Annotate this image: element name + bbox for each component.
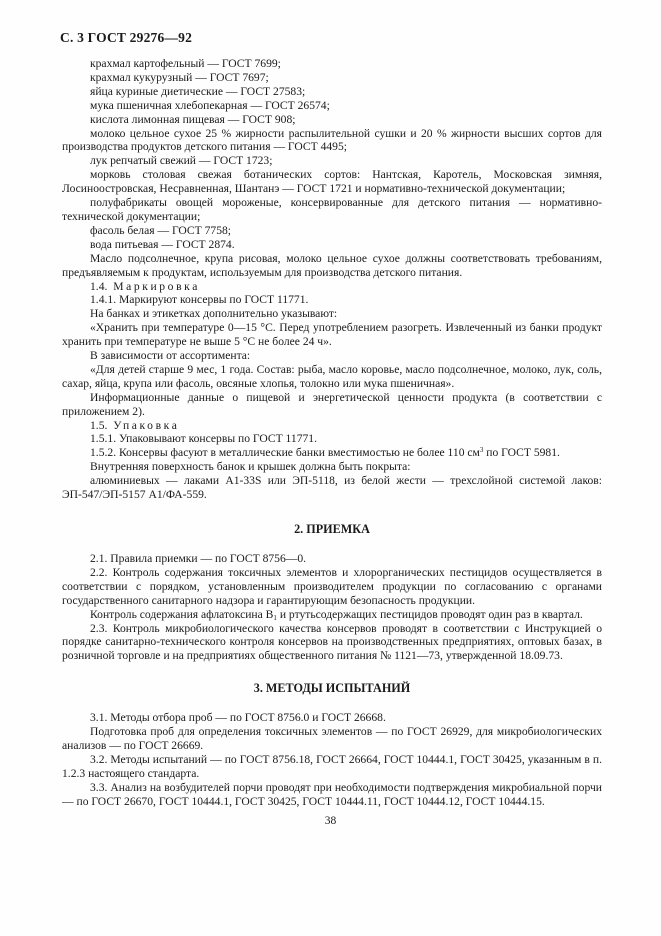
paragraph: фасоль белая — ГОСТ 7758; [90, 223, 232, 237]
paragraph: крахмал кукурузный — ГОСТ 7697; [90, 70, 269, 84]
paragraph: Масло подсолнечное, крупа рисовая, молоко цельное сухое должны соответствовать требованиям, предъявляемым к продуктам, используемым для производства детского питания. [62, 251, 602, 279]
text: по ГОСТ 5981. [483, 446, 560, 460]
paragraph: 2.3. Контроль микробиологического качества консервов проводят в соответствии с Инструкцией о порядке санитарно-технического контроля консервов на производственных предприятиях, оптовых базах, в розничной торговле и на предприятиях общественного питания № 1121—73, утвержденной 18.09.73. [62, 621, 602, 663]
paragraph: «Для детей старше 9 мес, 1 года. Состав: рыба, масло коровье, масло подсолнечное, молоко, лук, соль, сахар, яйца, крупа или фасоль, овсяные хлопья, толокно или мука пшеничная». [62, 362, 602, 390]
subsection-heading-packing [62, 419, 602, 433]
paragraph: крахмал картофельный — ГОСТ 7699; [90, 57, 281, 70]
paragraph: лук репчатый свежий — ГОСТ 1723; [90, 154, 273, 168]
subsection-number: 1.4. [90, 279, 108, 293]
subsection-title: Маркировка [113, 279, 200, 293]
paragraph: 2.2. Контроль содержания токсичных элементов и хлорорганических пестицидов осуществляется в соответствии с порядком, установленным производителем продукции по согласованию с органами государственного санитарного надзора и гарантирующим безопасность продукции. [62, 565, 602, 607]
page-number: 38 [324, 815, 337, 827]
paragraph: Информационные данные о пищевой и энергетической ценности продукта (в соответствии с приложением 2). [62, 390, 602, 418]
subsection-number: 1.5. [90, 418, 108, 432]
paragraph: В зависимости от ассортимента: [90, 349, 251, 363]
section-heading: 2. ПРИЕМКА [294, 522, 370, 536]
subsection-title: Упаковка [113, 418, 180, 432]
page-header: С. 3 ГОСТ 29276—92 [60, 30, 193, 45]
paragraph: мука пшеничная хлебопекарная — ГОСТ 26574; [90, 98, 330, 112]
paragraph: молоко цельное сухое 25 % жирности распылительной сушки и 20 % жирности высших сортов для производства продуктов детского питания — ГОСТ 4495; [62, 126, 602, 154]
paragraph: «Хранить при температуре 0—15 °С. Перед употреблением разогреть. Извлеченный из банки продукт хранить при температуре не выше 5 °С не более 24 ч». [62, 321, 602, 349]
paragraph: полуфабрикаты овощей мороженые, консервированные для детского питания — нормативно-технической документации; [62, 196, 602, 223]
text: и ртутьсодержащих пестицидов проводят один раз в квартал. [276, 607, 583, 621]
paragraph: морковь столовая свежая ботанических сортов: Нантская, Каротель, Московская зимняя, Лосиноостровская, Несравненная, Шантанэ — ГОСТ 1721 и нормативно-технической документации; [62, 168, 602, 196]
paragraph: 3.1. Методы отбора проб — по ГОСТ 8756.0 и ГОСТ 26668. [90, 711, 386, 725]
paragraph: 3.3. Анализ на возбудителей порчи проводят при необходимости подтверждения микробиальной порчи — по ГОСТ 26670, ГОСТ 10444.1, ГОСТ 30425, ГОСТ 10444.11, ГОСТ 10444.12, ГОСТ 10444.15. [62, 780, 602, 808]
paragraph: 2.1. Правила приемки — по ГОСТ 8756—0. [90, 552, 307, 565]
paragraph: 1.5.1. Упаковывают консервы по ГОСТ 11771. [90, 432, 317, 446]
paragraph: На банках и этикетках дополнительно указывают: [90, 307, 338, 321]
paragraph: Подготовка проб для определения токсичных элементов — по ГОСТ 26929, для микробиологических анализов — по ГОСТ 26669. [62, 725, 602, 753]
paragraph: 3.2. Методы испытаний — по ГОСТ 8756.18, ГОСТ 26664, ГОСТ 10444.1, ГОСТ 30425, указанным в п. 1.2.3 настоящего стандарта. [62, 752, 602, 780]
section-heading: 3. МЕТОДЫ ИСПЫТАНИЙ [253, 681, 411, 696]
paragraph: Внутренняя поверхность банок и крышек должна быть покрыта: [90, 460, 411, 474]
paragraph: вода питьевая — ГОСТ 2874. [90, 237, 235, 251]
subsection-heading-marking [62, 280, 602, 294]
document-page [62, 30, 602, 809]
paragraph [62, 608, 602, 622]
materials-list [62, 57, 602, 280]
paragraph: алюминиевых — лаками А1-33S или ЭП-5118, из белой жести — трехслойной системой лаков: ЭП-547/ЭП-5157 А1/ФА-559. [62, 474, 602, 502]
paragraph: 1.4.1. Маркируют консервы по ГОСТ 11771. [90, 293, 309, 307]
subscript: 1 [273, 613, 277, 622]
paragraph: яйца куриные диетические — ГОСТ 27583; [90, 84, 306, 98]
text: Контроль содержания афлатоксина В [90, 607, 274, 621]
superscript: 3 [479, 446, 484, 455]
paragraph: кислота лимонная пищевая — ГОСТ 908; [90, 112, 296, 126]
paragraph [62, 446, 602, 460]
text: 1.5.2. Консервы фасуют в металлические банки вместимостью не более 110 см [90, 446, 480, 460]
